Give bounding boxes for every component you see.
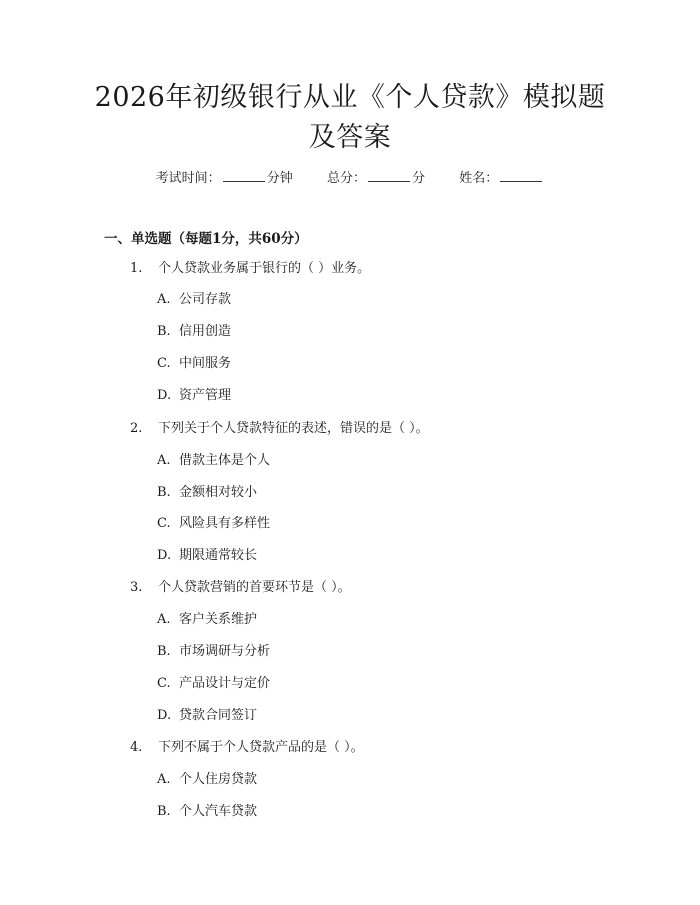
option-text: 期限通常较长 [179,548,258,563]
option-text: 个人住房贷款 [179,772,258,787]
option-text: 资产管理 [179,388,232,403]
question-1-option-c [157,355,231,373]
score-unit: 分 [412,171,426,186]
exam-meta [0,168,700,188]
option-text: 个人汽车贷款 [179,804,258,819]
question-number: 4. [130,740,143,755]
section-heading: 一、单选题（每题1分，共60分） [104,231,308,247]
question-2 [130,420,429,438]
option-letter: A. [157,292,171,307]
option-text: 客户关系维护 [179,612,258,627]
question-3-option-b [157,643,270,661]
question-4-option-b [157,803,257,821]
option-text: 风险具有多样性 [179,516,271,531]
option-letter: C. [157,516,171,531]
question-2-option-d [157,547,257,565]
option-letter: A. [157,772,171,787]
question-number: 3. [130,580,143,595]
option-letter: B. [157,644,171,659]
question-2-option-c [157,515,270,533]
question-text: 个人贷款业务属于银行的（ ）业务。 [158,261,371,276]
question-number: 2. [130,421,143,436]
question-1-option-a [157,291,231,309]
question-2-option-a [157,452,270,470]
score-label: 总分： [326,171,366,186]
question-text: 下列关于个人贷款特征的表述，错误的是（ ）。 [158,421,429,436]
option-text: 产品设计与定价 [179,676,271,691]
option-letter: B. [157,804,171,819]
question-3-option-c [157,675,270,693]
question-text: 下列不属于个人贷款产品的是（ ）。 [158,740,364,755]
option-letter: D. [157,388,172,403]
option-letter: D. [157,548,172,563]
score-blank [368,168,410,182]
question-1 [130,260,370,278]
option-letter: A. [157,453,171,468]
option-letter: B. [157,324,171,339]
question-text: 个人贷款营销的首要环节是（ ）。 [158,580,351,595]
question-3-option-d [157,707,257,725]
question-4-option-a [157,771,257,789]
option-letter: C. [157,356,171,371]
option-text: 信用创造 [179,324,232,339]
exam-time-unit: 分钟 [266,171,293,186]
exam-time-label: 考试时间： [155,171,221,186]
option-text: 贷款合同签订 [179,708,258,723]
document-title: 2026年初级银行从业《个人贷款》模拟题及答案 [94,82,606,153]
name-label: 姓名： [459,171,499,186]
option-letter: B. [157,485,171,500]
question-3-option-a [157,611,257,629]
question-number: 1. [130,261,143,276]
option-letter: C. [157,676,171,691]
option-text: 市场调研与分析 [179,644,271,659]
option-letter: D. [157,708,172,723]
name-blank [500,168,542,182]
option-text: 金额相对较小 [179,485,258,500]
exam-time-blank [223,168,265,182]
question-3 [130,579,351,597]
option-text: 借款主体是个人 [179,453,271,468]
question-4 [130,739,364,757]
option-text: 中间服务 [179,356,232,371]
question-1-option-b [157,323,231,341]
option-text: 公司存款 [179,292,232,307]
question-1-option-d [157,387,231,405]
question-2-option-b [157,484,257,502]
option-letter: A. [157,612,171,627]
